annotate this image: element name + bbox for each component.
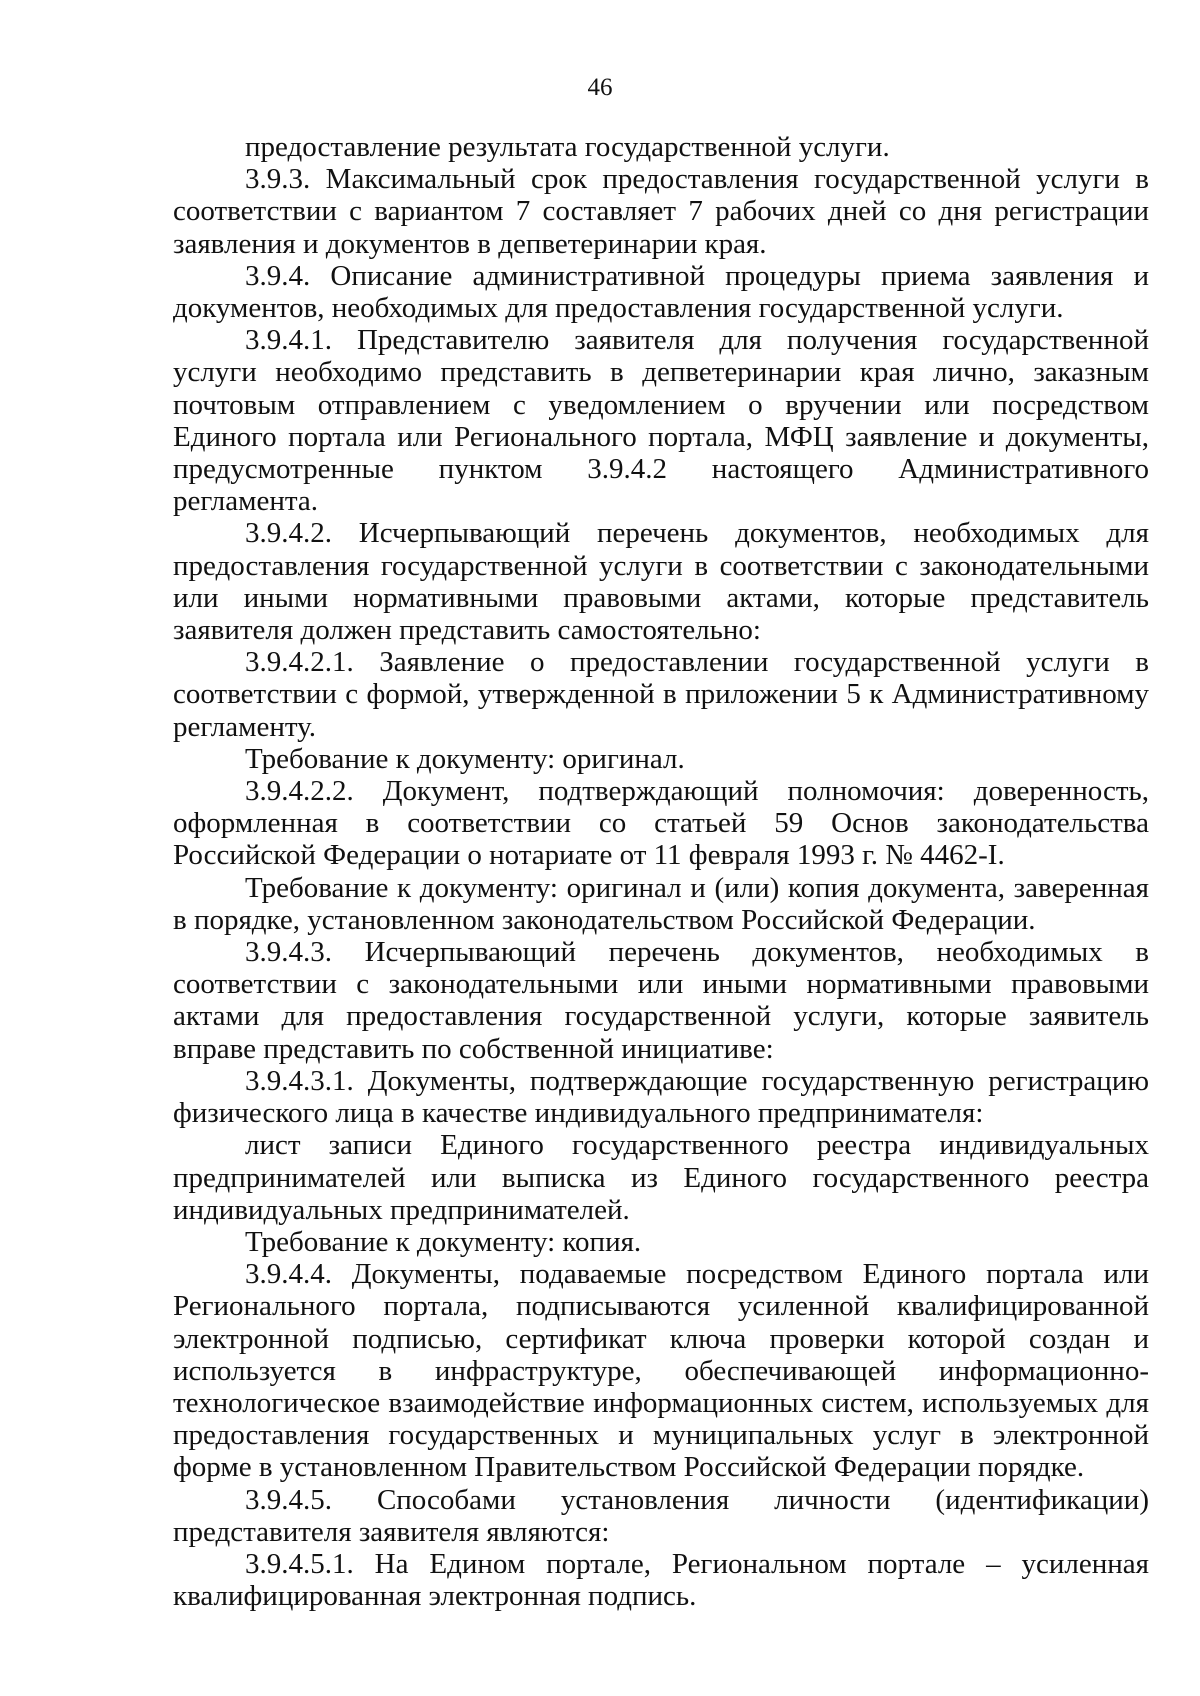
paragraph: Требование к документу: оригинал. <box>245 742 685 775</box>
paragraph: лист записи Единого государственного реестра индивидуальных предпринимателей или выписка из Единого государственного реестра индивидуальных предпринимателей. <box>173 1129 1149 1226</box>
paragraph: предоставление результата государственной услуги. <box>245 131 890 163</box>
paragraph: Требование к документу: оригинал и (или) копия документа, заверенная в порядке, установленном законодательством Российской Федерации. <box>173 871 1149 936</box>
paragraph: 3.9.4.2. Исчерпывающий перечень документов, необходимых для предоставления государственной услуги в соответствии с законодательными или иными нормативными правовыми актами, которые представитель заявителя должен представить самостоятельно: <box>173 517 1149 647</box>
document-body <box>173 131 1149 1612</box>
paragraph: Требование к документу: копия. <box>245 1225 642 1258</box>
paragraph: 3.9.4.5. Способами установления личности (идентификации) представителя заявителя являются: <box>173 1483 1149 1548</box>
paragraph: 3.9.4.3. Исчерпывающий перечень документов, необходимых в соответствии с законодательными или иными нормативными правовыми актами для предоставления государственной услуги, которые заявитель вправе представить по собственной инициативе: <box>173 936 1149 1065</box>
paragraph: 3.9.4.3.1. Документы, подтверждающие государственную регистрацию физического лица в качестве индивидуального предпринимателя: <box>173 1064 1149 1130</box>
paragraph: 3.9.4.1. Представителю заявителя для получения государственной услуги необходимо представить в депветеринарии края лично, заказным почтовым отправлением с уведомлением о вручении или посредством Единого портала или Регионального портала, МФЦ заявление и документы, предусмотренные пунктом 3.9.4.2 настоящего Административного регламента. <box>173 324 1149 518</box>
page-number: 46 <box>587 74 613 101</box>
paragraph: 3.9.4.4. Документы, подаваемые посредством Единого портала или Регионального портала, подписываются усиленной квалифицированной электронной подписью, сертификат ключа проверки которой создан и используется в инфраструктуре, обеспечивающей информационно-технологическое взаимодействие информационных систем, используемых для предоставления государственных и муниципальных услуг в электронной форме в установленном Правительством Российской Федерации порядке. <box>173 1258 1149 1484</box>
paragraph: 3.9.4.2.2. Документ, подтверждающий полномочия: доверенность, оформленная в соответствии со статьей 59 Основ законодательства Российской Федерации о нотариате от 11 февраля 1993 г. № 4462-I. <box>173 775 1149 872</box>
paragraph: 3.9.4.5.1. На Едином портале, Региональном портале – усиленная квалифицированная электронная подпись. <box>173 1547 1149 1613</box>
paragraph: 3.9.4.2.1. Заявление о предоставлении государственной услуги в соответствии с формой, утвержденной в приложении 5 к Административному регламенту. <box>173 646 1149 743</box>
paragraph: 3.9.4. Описание административной процедуры приема заявления и документов, необходимых для предоставления государственной услуги. <box>173 259 1149 325</box>
paragraph: 3.9.3. Максимальный срок предоставления государственной услуги в соответствии с вариантом 7 составляет 7 рабочих дней со дня регистрации заявления и документов в депветеринарии края. <box>173 163 1149 260</box>
